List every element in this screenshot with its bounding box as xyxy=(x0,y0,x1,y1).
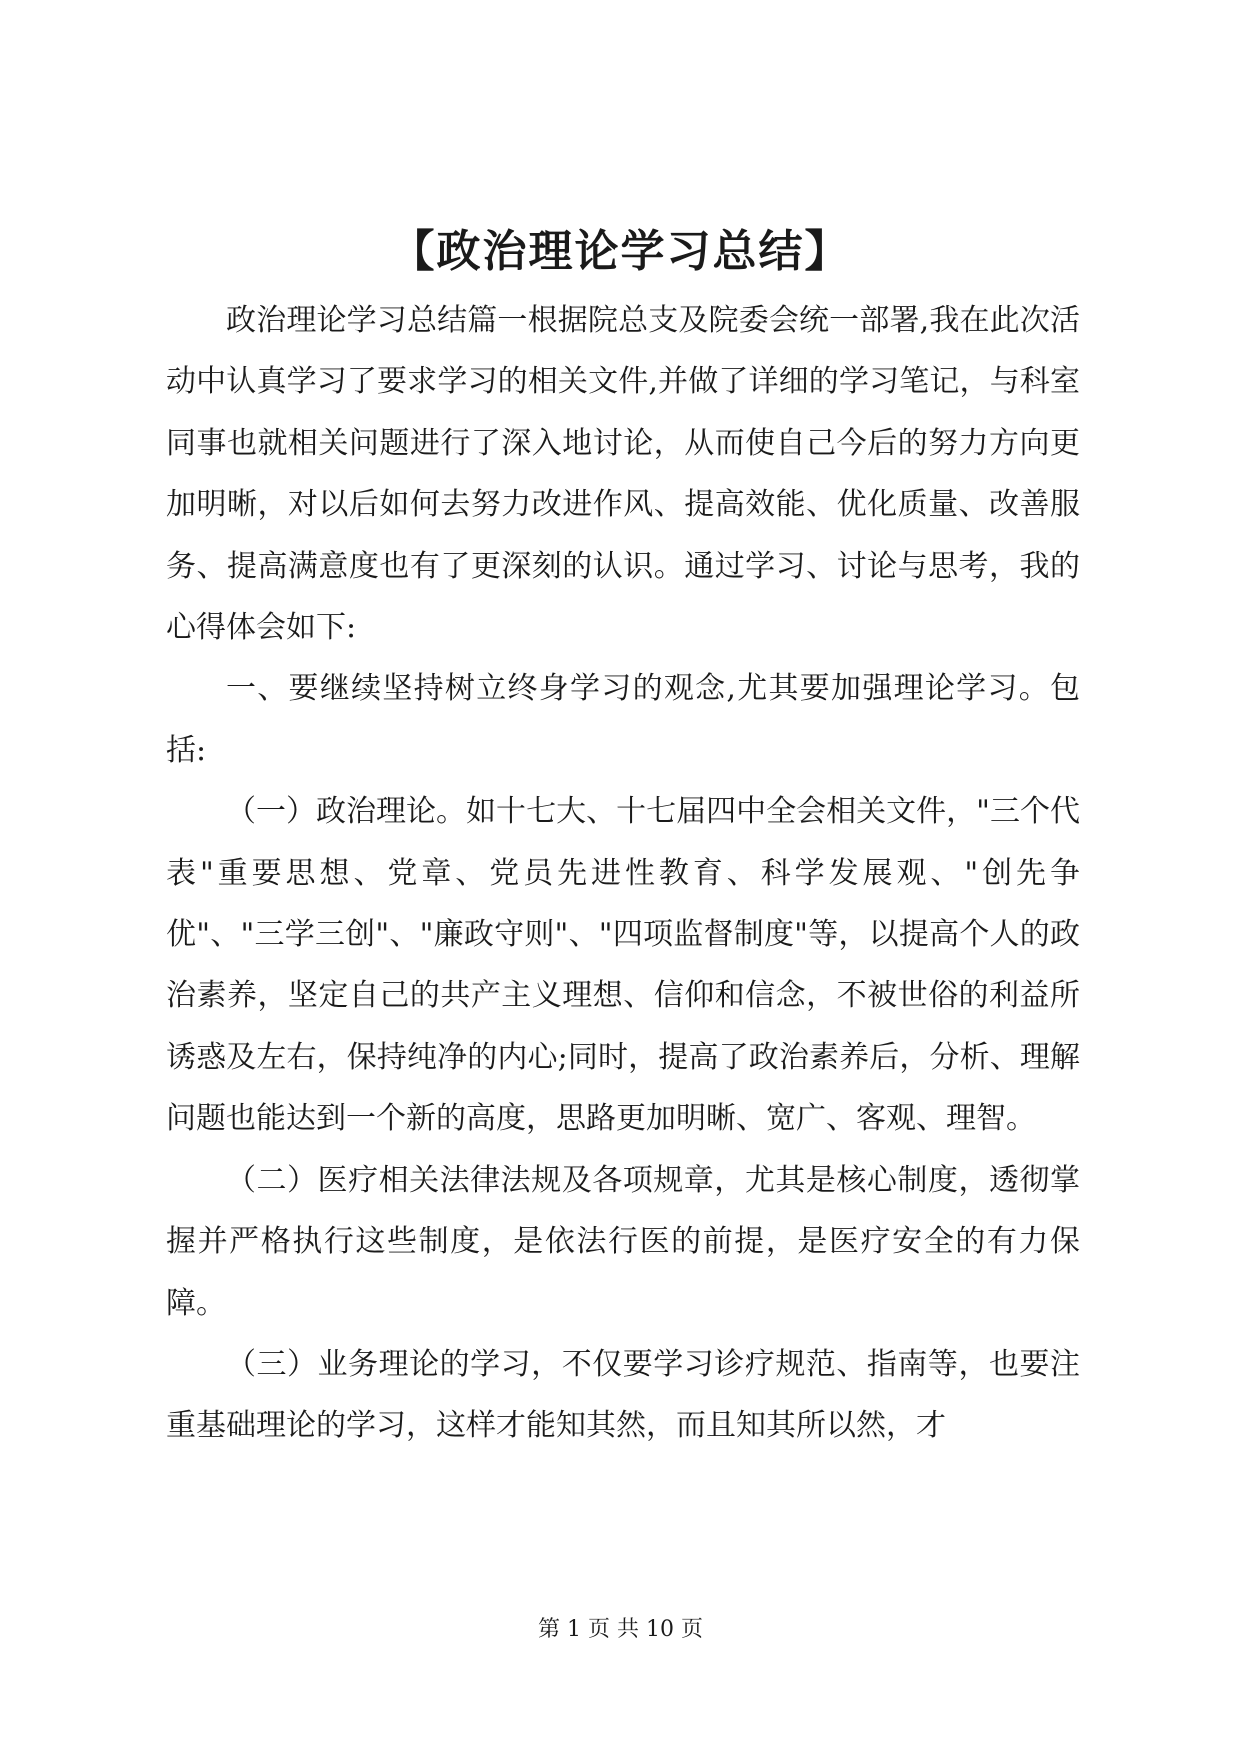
document-body xyxy=(166,290,1080,1457)
paragraph-section-1: 一、要继续坚持树立终身学习的观念,尤其要加强理论学习。包括: xyxy=(166,671,1080,768)
paragraph-item-1: （一）政治理论。如十七大、十七届四中全会相关文件，"三个代表"重要思想、党章、党员先进性教育、科学发展观、"创先争优"、"三学三创"、"廉政守则"、"四项监督制度"等，以提高个人的政治素养，坚定自己的共产主义理想、信仰和信念，不被世俗的利益所诱惑及左右，保持纯净的内心;同时，提高了政治素养后，分析、理解问题也能达到一个新的高度，思路更加明晰、宽广、客观、理智。 xyxy=(166,794,1080,1137)
paragraph-item-3: （三）业务理论的学习，不仅要学习诊疗规范、指南等，也要注重基础理论的学习，这样才能知其然，而且知其所以然，才 xyxy=(166,1346,1080,1444)
paragraph-intro: 政治理论学习总结篇一根据院总支及院委会统一部署,我在此次活动中认真学习了要求学习的相关文件,并做了详细的学习笔记，与科室同事也就相关问题进行了深入地讨论，从而使自己今后的努力方向更加明晰，对以后如何去努力改进作风、提高效能、优化质量、改善服务、提高满意度也有了更深刻的认识。通过学习、讨论与思考，我的心得体会如下: xyxy=(166,303,1080,646)
paragraph-item-2: （二）医疗相关法律法规及各项规章，尤其是核心制度，透彻掌握并严格执行这些制度，是依法行医的前提，是医疗安全的有力保障。 xyxy=(166,1162,1080,1321)
page-number-footer: 第 1 页 共 10 页 xyxy=(538,1617,703,1642)
document-title: 【政治理论学习总结】 xyxy=(390,226,851,277)
